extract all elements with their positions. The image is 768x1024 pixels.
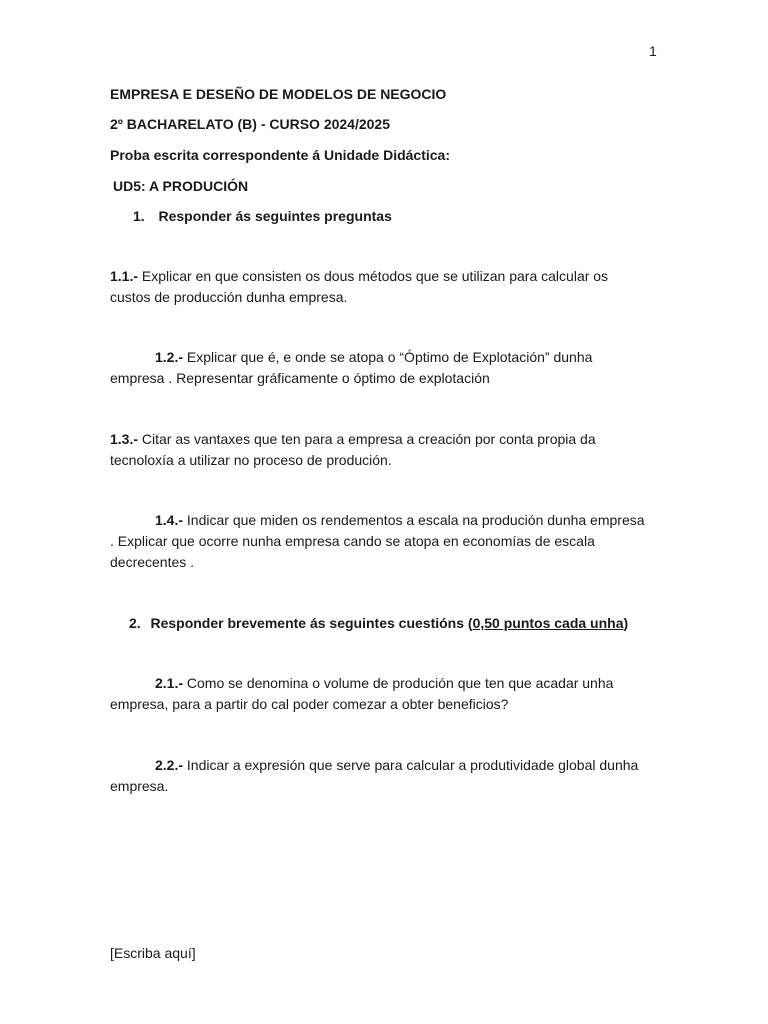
question-text: Indicar a expresión que serve para calcular a produtividade global dunha empresa. xyxy=(110,757,639,794)
question-1-1 xyxy=(110,266,650,308)
exam-line: Proba escrita correspondente á Unidade Didáctica: xyxy=(110,147,450,163)
question-label: 2.2.- xyxy=(155,757,184,773)
question-label: 1.4.- xyxy=(155,512,184,528)
question-2-1 xyxy=(110,673,650,715)
question-2-2 xyxy=(110,755,650,797)
section2-points: 0,50 puntos cada unha xyxy=(472,615,624,631)
question-label: 2.1.- xyxy=(155,675,184,691)
question-1-4 xyxy=(110,510,650,573)
question-text: Indicar que miden os rendementos a escala na produción dunha empresa . Explicar que ocorre nunha empresa cando se atopa en economías de escala decrecentes . xyxy=(110,512,645,570)
section1-heading-text: Responder ás seguintes preguntas xyxy=(158,208,392,224)
question-1-3 xyxy=(110,429,650,471)
question-label: 1.1.- xyxy=(110,268,139,284)
section2-number: 2. xyxy=(129,615,141,631)
question-label: 1.2.- xyxy=(155,349,184,365)
document-title: EMPRESA E DESEÑO DE MODELOS DE NEGOCIO xyxy=(110,86,447,102)
section2-heading-text: Responder brevemente ás seguintes cuestións ( xyxy=(150,615,473,631)
question-1-2 xyxy=(110,347,650,389)
course-line: 2º BACHARELATO (B) - CURSO 2024/2025 xyxy=(110,116,390,132)
question-text: Citar as vantaxes que ten para a empresa a creación por conta propia da tecnoloxía a utilizar no proceso de produción. xyxy=(110,431,596,468)
section1-number: 1. xyxy=(133,208,145,224)
unit-line: UD5: A PRODUCIÓN xyxy=(113,178,249,194)
question-text: Explicar en que consisten os dous métodos que se utilizan para calcular os custos de producción dunha empresa. xyxy=(110,268,609,305)
footer-placeholder[interactable]: [Escriba aquí] xyxy=(110,945,196,961)
section1-heading xyxy=(133,208,392,224)
page-number: 1 xyxy=(649,43,657,59)
section2-heading xyxy=(129,615,628,631)
question-label: 1.3.- xyxy=(110,431,139,447)
section2-close: ) xyxy=(623,615,629,631)
question-text: Explicar que é, e onde se atopa o “Óptimo de Explotación” dunha empresa . Representar gráficamente o óptimo de explotación xyxy=(110,349,593,386)
question-text: Como se denomina o volume de produción que ten que acadar unha empresa, para a partir do cal poder comezar a obter beneficios? xyxy=(110,675,614,712)
